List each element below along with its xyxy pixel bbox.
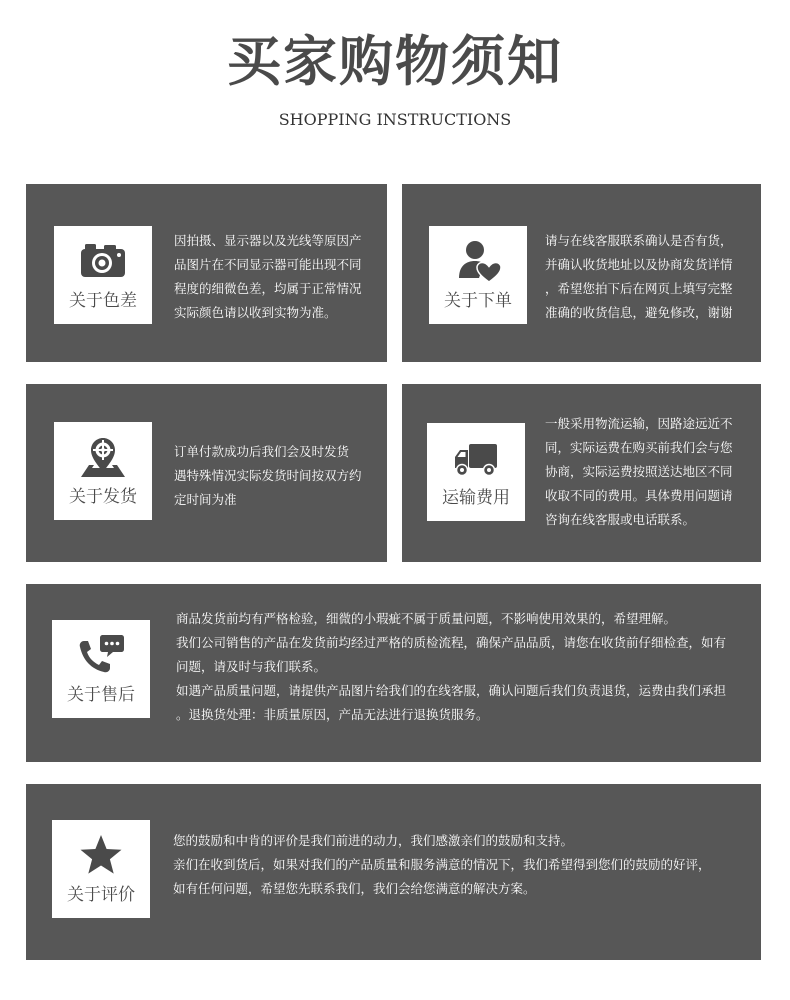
text-line: 一般采用物流运输，因路途远近不 — [545, 416, 733, 431]
badge-label-order: 关于下单 — [444, 291, 512, 311]
card-shipping — [26, 384, 387, 562]
text-line: 协商，实际运费按照送达地区不同 — [545, 464, 733, 479]
card-text-aftersale — [176, 607, 756, 727]
badge-aftersale — [52, 620, 150, 718]
card-text-shipping — [174, 440, 380, 512]
text-line: 遇特殊情况实际发货时间按双方约 — [174, 468, 362, 483]
location-pin-icon — [78, 434, 128, 480]
phone-chat-icon — [76, 632, 126, 678]
card-text-order — [545, 229, 755, 325]
badge-label-shipping: 关于发货 — [69, 487, 137, 507]
card-color — [26, 184, 387, 362]
star-icon — [76, 832, 126, 878]
card-freight — [402, 384, 761, 562]
text-line: 订单付款成功后我们会及时发货 — [174, 444, 350, 459]
text-line: 准确的收货信息，避免修改，谢谢 — [545, 305, 733, 320]
text-line: 实际颜色请以收到实物为准。 — [174, 305, 337, 320]
text-line: 定时间为准 — [174, 492, 237, 507]
text-line: 程度的细微色差，均属于正常情况 — [174, 281, 362, 296]
badge-freight — [427, 423, 525, 521]
text-line: 我们公司销售的产品在发货前均经过严格的质检流程，确保产品品质，请您在收货前仔细检查，如有 — [176, 635, 727, 650]
badge-color — [54, 226, 152, 324]
text-line: 您的鼓励和中肯的评价是我们前进的动力，我们感激亲们的鼓励和支持。 — [173, 833, 574, 848]
truck-icon — [451, 435, 501, 481]
text-line: 。退换货处理：非质量原因，产品无法进行退换货服务。 — [176, 707, 489, 722]
badge-order — [429, 226, 527, 324]
card-text-color — [174, 229, 380, 325]
card-review — [26, 784, 761, 960]
camera-icon — [78, 238, 128, 284]
text-line: 请与在线客服联系确认是否有货， — [545, 233, 733, 248]
badge-label-freight: 运输费用 — [442, 488, 510, 508]
user-heart-icon — [453, 238, 503, 284]
text-line: 收取不同的费用。具体费用问题请 — [545, 488, 733, 503]
badge-shipping — [54, 422, 152, 520]
text-line: 品图片在不同显示器可能出现不同 — [174, 257, 362, 272]
badge-label-aftersale: 关于售后 — [67, 685, 135, 705]
badge-review — [52, 820, 150, 918]
card-order — [402, 184, 761, 362]
card-text-freight — [545, 412, 755, 532]
text-line: 咨询在线客服或电话联系。 — [545, 512, 696, 527]
text-line: 商品发货前均有严格检验，细微的小瑕疵不属于质量问题，不影响使用效果的，希望理解。 — [176, 611, 677, 626]
page-title: 买家购物须知 — [227, 30, 563, 93]
card-text-review — [173, 829, 753, 901]
card-aftersale — [26, 584, 761, 762]
text-line: 亲们在收到货后，如果对我们的产品质量和服务满意的情况下，我们希望得到您们的鼓励的好评， — [173, 857, 711, 872]
text-line: 因拍摄、显示器以及光线等原因产 — [174, 233, 362, 248]
page-subtitle: SHOPPING INSTRUCTIONS — [278, 110, 512, 129]
badge-label-color: 关于色差 — [69, 291, 137, 311]
badge-label-review: 关于评价 — [67, 885, 135, 905]
text-line: 如有任何问题，希望您先联系我们，我们会给您满意的解决方案。 — [173, 881, 536, 896]
text-line: ，希望您拍下后在网页上填写完整 — [545, 281, 733, 296]
text-line: 如遇产品质量问题，请提供产品图片给我们的在线客服，确认问题后我们负责退货，运费由我们承担 — [176, 683, 727, 698]
text-line: 同，实际运费在购买前我们会与您 — [545, 440, 733, 455]
text-line: 并确认收货地址以及协商发货详情 — [545, 257, 733, 272]
text-line: 问题，请及时与我们联系。 — [176, 659, 327, 674]
